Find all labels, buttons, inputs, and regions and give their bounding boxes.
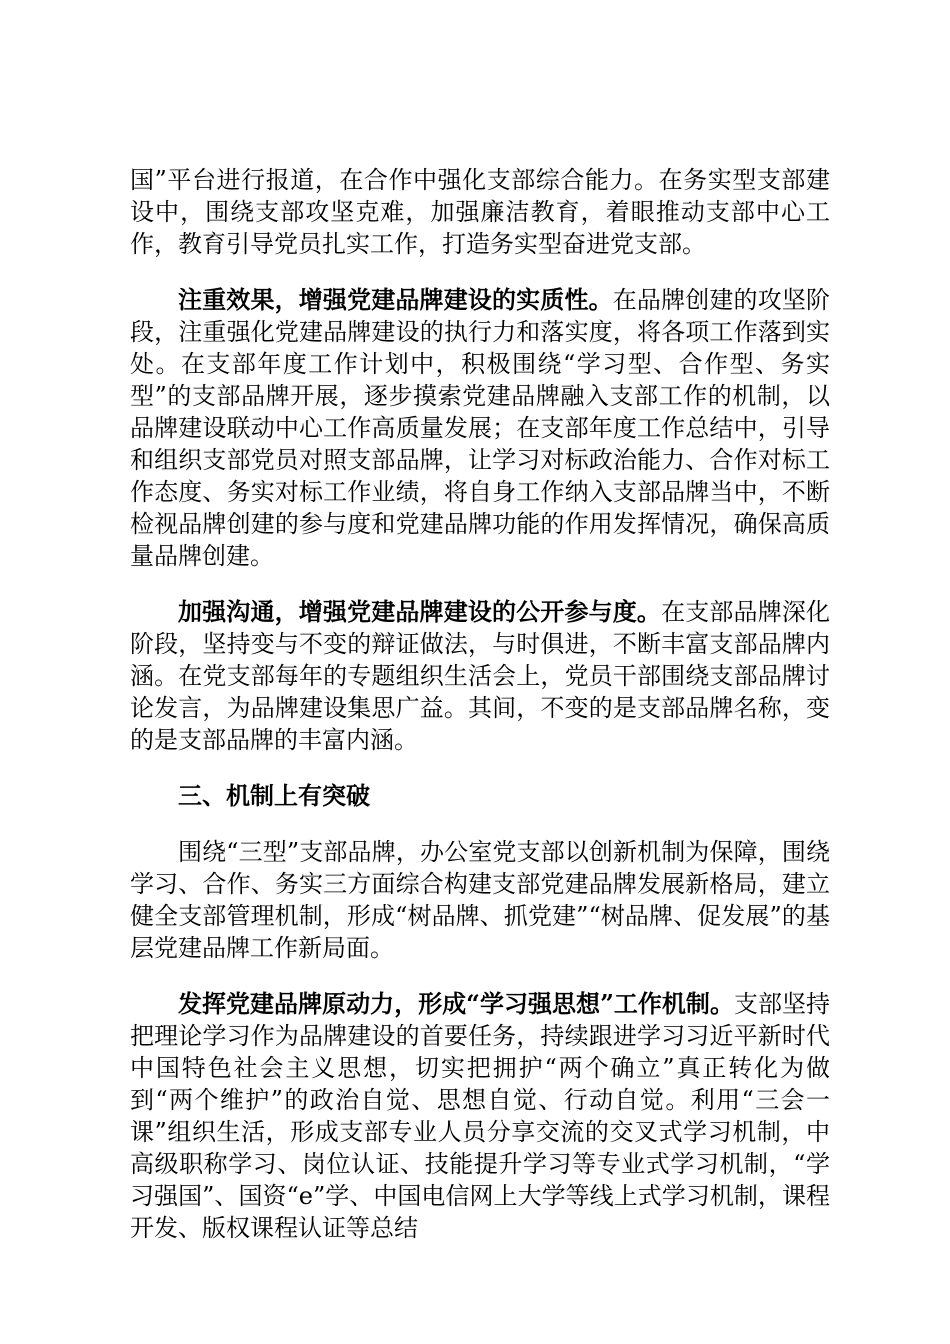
paragraph-lead: 加强沟通，增强党建品牌建设的公开参与度。: [178, 597, 662, 626]
paragraph-mechanism: [130, 836, 830, 964]
paragraph-effect: [130, 284, 830, 572]
paragraph-text: 在支部品牌深化阶段，坚持变与不变的辩证做法，与时俱进，不断丰富支部品牌内涵。在党支部每年的专题组织生活会上，党员干部围绕支部品牌讨论发言，为品牌建设集思广益。其间，不变的是支部品牌名称，变的是支部品牌的丰富内涵。: [130, 598, 831, 754]
paragraph-text: 围绕“三型”支部品牌，办公室党支部以创新机制为保障，围绕学习、合作、务实三方面综合构建支部党建品牌发展新格局，建立健全支部管理机制，形成“树品牌、抓党建”“树品牌、促发展”的基层党建品牌工作新局面。: [130, 838, 830, 962]
paragraph-lead: 发挥党建品牌原动力，形成“学习强思想”工作机制。: [178, 989, 734, 1018]
paragraph-lead: 注重效果，增强党建品牌建设的实质性。: [178, 285, 613, 314]
paragraph-text: 支部坚持把理论学习作为品牌建设的首要任务，持续跟进学习习近平新时代中国特色社会主义思想，切实把拥护“两个确立”真正转化为做到“两个维护”的政治自觉、思想自觉、行动自觉。利用“三会一课”组织生活，形成支部专业人员分享交流的交叉式学习机制，中高级职称学习、岗位认证、技能提升学习等专业式学习机制，“学习强国”、国资“e”学、中国电信网上大学等线上式学习机制，课程开发、版权课程认证等总结: [130, 990, 831, 1242]
paragraph-text: 国”平台进行报道，在合作中强化支部综合能力。在务实型支部建设中，围绕支部攻坚克难，加强廉洁教育，着眼推动支部中心工作，教育引导党员扎实工作，打造务实型奋进党支部。: [130, 166, 830, 258]
paragraph-communication: [130, 596, 830, 756]
section-heading: 三、机制上有突破: [178, 781, 370, 810]
paragraph-learning: [130, 988, 830, 1244]
paragraph-text: 在品牌创建的攻坚阶段，注重强化党建品牌建设的执行力和落实度，将各项工作落到实处。在支部年度工作计划中，积极围绕“学习型、合作型、务实型”的支部品牌开展，逐步摸索党建品牌融入支部工作的机制，以品牌建设联动中心工作高质量发展；在支部年度工作总结中，引导和组织支部党员对照支部品牌，让学习对标政治能力、合作对标工作态度、务实对标工作业绩，将自身工作纳入支部品牌当中，不断检视品牌创建的参与度和党建品牌功能的作用发挥情况，确保高质量品牌创建。: [130, 286, 831, 570]
document-page: [130, 164, 830, 1268]
paragraph-continuation: [130, 164, 830, 260]
